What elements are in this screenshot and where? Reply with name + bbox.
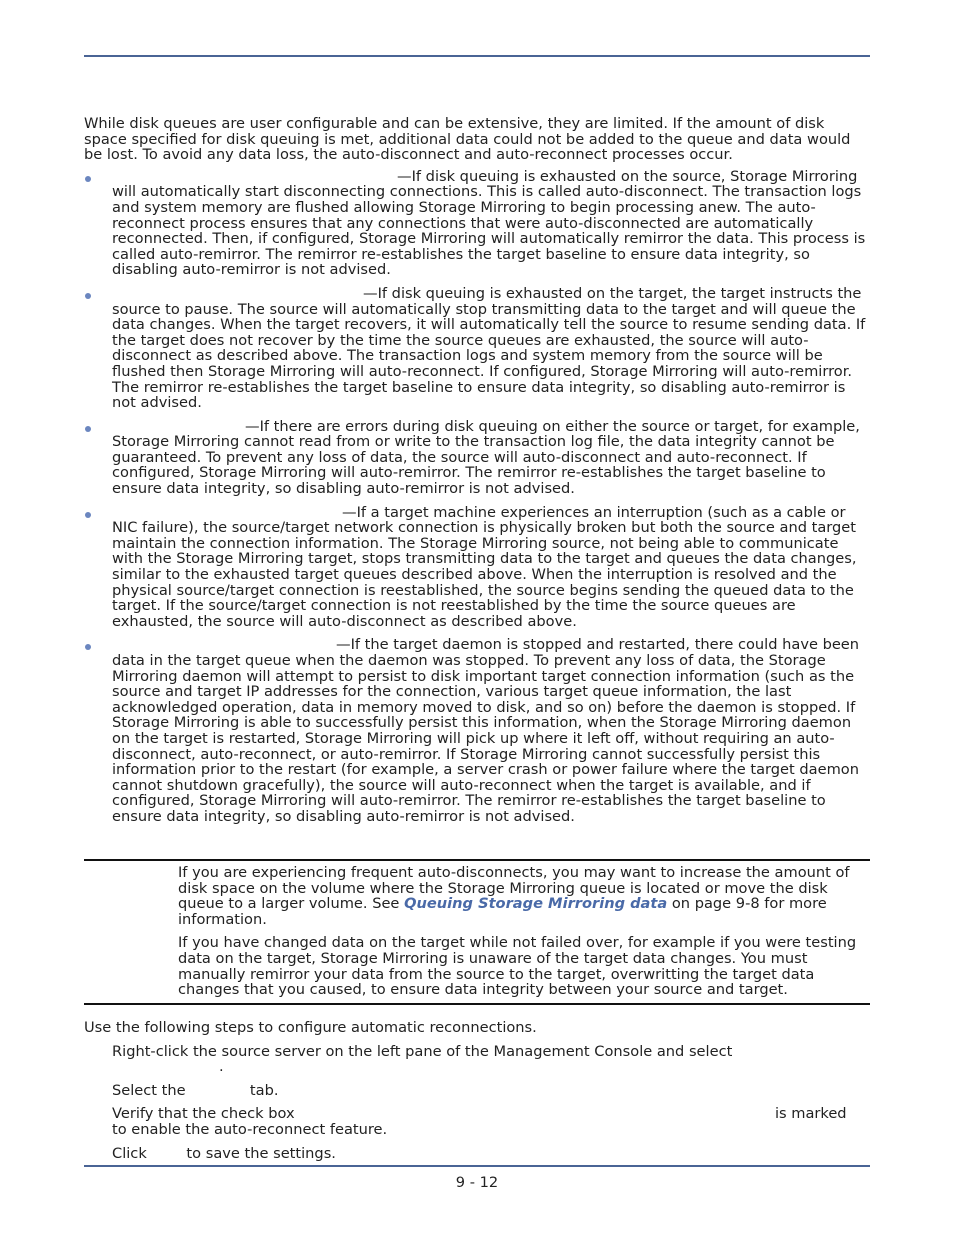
bullet-text: —If disk queuing is exhausted on the source, Storage Mirroring will automatically start disconnecting connections. This is called auto-disconnect. The transaction logs and system memory are flushed allowing Storage Mirroring to begin processing anew. The auto-reconnect process ensures that any connections that were auto-disconnected are automatically reconnected. Then, if configured, Storage Mirroring will automatically remirror the data. This process is called auto-remirror. The remirror re-establishes the target baseline to ensure data integrity, so disabling auto-remirror is not advised. bbox=[112, 167, 866, 279]
list-item bbox=[84, 505, 868, 630]
note-paragraph: If you have changed data on the target while not failed over, for example if you were testing data on the target, Storage Mirroring is unaware of the target data changes. You must manually remirror your data from the source to the target, overwritting the target data changes that you caused, to ensure data integrity between your source and target. bbox=[178, 934, 857, 999]
step-3: Verify that the check box is marked to enable the auto-reconnect feature. bbox=[112, 1105, 847, 1138]
steps-intro: Use the following steps to configure automatic reconnections. bbox=[84, 1019, 537, 1036]
cross-reference-link[interactable]: Queuing Storage Mirroring data bbox=[404, 895, 668, 913]
bullet-text: —If there are errors during disk queuing on either the source or target, for example, Storage Mirroring cannot read from or write to the transaction log file, the data integrity cannot be guaranteed. To prevent any loss of data, the source will auto-disconnect and auto-reconnect. If configured, Storage Mirroring will auto-remirror. The remirror re-establishes the target baseline to ensure data integrity, so disabling auto-remirror is not advised. bbox=[112, 417, 860, 498]
bullet-list bbox=[84, 169, 868, 825]
list-item bbox=[84, 169, 868, 278]
intro-paragraph: While disk queues are user configurable and can be extensive, they are limited. If the amount of disk space specified for disk queuing is met, additional data could not be added to the queue and data would be lost. To avoid any data loss, the auto-disconnect and auto-reconnect processes occur. bbox=[84, 115, 851, 164]
bullet-text: —If a target machine experiences an interruption (such as a cable or NIC failure), the source/target network connection is physically broken but both the source and target maintain the connection information. The Storage Mirroring source, not being able to communicate with the Storage Mirroring target, stops transmitting data to the target and queues the data changes, similar to the exhausted target queues described above. When the interruption is resolved and the physical source/target connection is reestablished, the source begins sending the queued data to the target. If the source/target connection is not reestablished by the time the source queues are exhausted, the source will auto-disconnect as described above. bbox=[112, 503, 857, 630]
list-item bbox=[84, 286, 868, 411]
list-item bbox=[84, 637, 868, 824]
steps-section bbox=[84, 1020, 868, 1161]
page-number: 9 - 12 bbox=[455, 1174, 499, 1191]
note-paragraph: If you are experiencing frequent auto-disconnects, you may want to increase the amount of disk space on the volume where the Storage Mirroring queue is located or move the disk queue to a larger volume. See Queuing Storage Mirroring data on page 9-8 for more information. bbox=[178, 864, 850, 928]
step-4: Click to save the settings. bbox=[112, 1144, 336, 1162]
bullet-text: —If the target daemon is stopped and restarted, there could have been data in the target queue when the daemon was stopped. To prevent any loss of data, the Storage Mirroring daemon will attempt to persist to disk important target connection information (such as the source and target IP addresses for the connection, various target queue information, the last acknowledged operation, data in memory moved to disk, and so on) before the daemon is stopped. If Storage Mirroring is able to successfully persist this information, when the Storage Mirroring daemon on the target is restarted, Storage Mirroring will pick up where it left off, without requiring an auto-disconnect, auto-reconnect, or auto-remirror. If Storage Mirroring cannot successfully persist this information prior to the restart (for example, a server crash or power failure where the target daemon cannot shutdown gracefully), the source will auto-reconnect when the target is available, and if configured, Storage Mirroring will auto-remirror. The remirror re-establishes the target baseline to ensure data integrity, so disabling auto-remirror is not advised. bbox=[112, 636, 860, 825]
body-text bbox=[84, 116, 868, 833]
step-1: Right-click the source server on the left pane of the Management Console and select . bbox=[112, 1042, 733, 1076]
footer-rule bbox=[84, 1165, 870, 1167]
step-2: Select the tab. bbox=[112, 1081, 279, 1099]
header-rule bbox=[84, 55, 870, 57]
note-box bbox=[84, 859, 870, 1005]
list-item bbox=[84, 419, 868, 497]
bullet-text: —If disk queuing is exhausted on the target, the target instructs the source to pause. The source will automatically stop transmitting data to the target and will queue the data changes. When the target recovers, it will automatically tell the source to resume sending data. If the target does not recover by the time the source queues are exhausted, the source will auto-disconnect as described above. The transaction logs and system memory from the source will be flushed then Storage Mirroring will auto-reconnect. If configured, Storage Mirroring will auto-remirror. The remirror re-establishes the target baseline to ensure data integrity, so disabling auto-remirror is not advised. bbox=[112, 284, 866, 412]
note-body bbox=[178, 865, 868, 998]
